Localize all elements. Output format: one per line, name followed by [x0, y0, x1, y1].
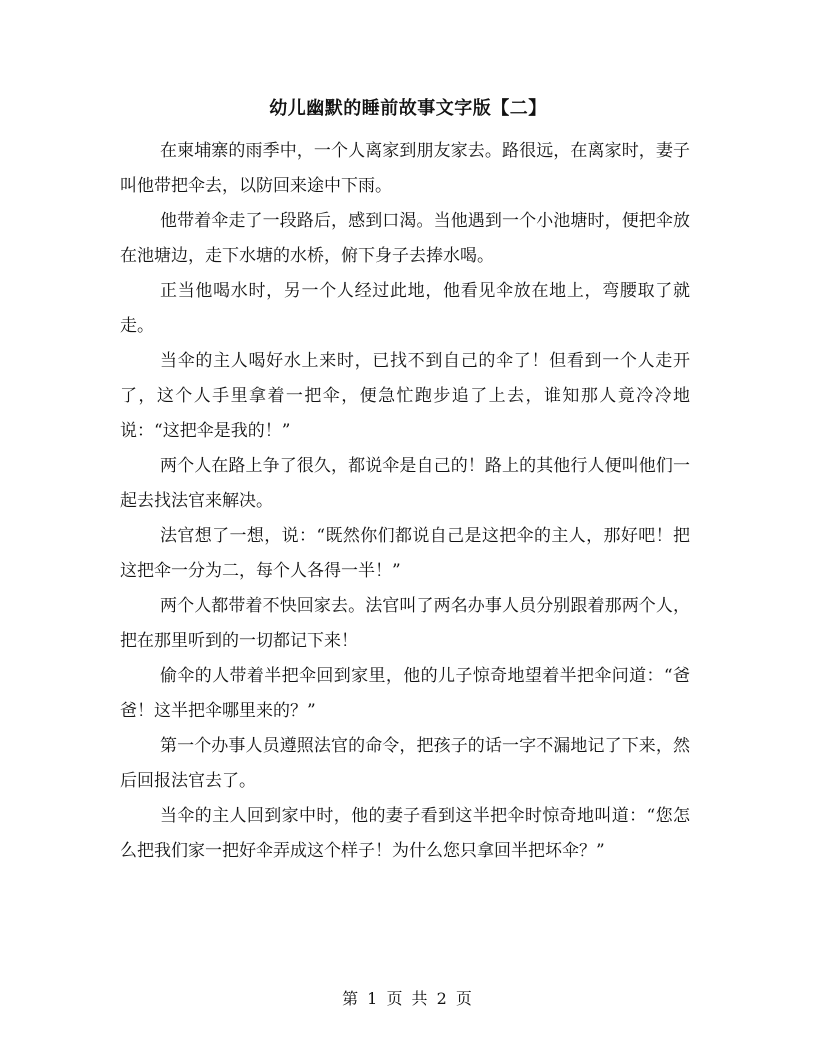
paragraph: 两个人都带着不快回家去。法官叫了两名办事人员分别跟着那两个人，把在那里听到的一切都记下来！ — [120, 596, 690, 651]
paragraph: 法官想了一想，说：“既然你们都说自己是这把伞的主人，那好吧！把这把伞一分为二，每个人各得一半！” — [120, 526, 690, 581]
document-title: 幼儿幽默的睡前故事文字版【二】 — [269, 98, 547, 119]
paragraph: 正当他喝水时，另一个人经过此地，他看见伞放在地上，弯腰取了就走。 — [120, 281, 690, 336]
footer-middle: 页 共 — [386, 989, 430, 1008]
paragraph: 他带着伞走了一段路后，感到口渴。当他遇到一个小池塘时，便把伞放在池塘边，走下水塘的水桥，俯下身子去捧水喝。 — [120, 211, 690, 266]
paragraph: 在柬埔寨的雨季中，一个人离家到朋友家去。路很远，在离家时，妻子叫他带把伞去，以防回来途中下雨。 — [120, 141, 690, 196]
footer-prefix: 第 — [342, 989, 361, 1008]
page-footer — [0, 986, 816, 1009]
document-body — [120, 134, 690, 869]
paragraph: 当伞的主人喝好水上来时，已找不到自己的伞了！但看到一个人走开了，这个人手里拿着一把伞，便急忙跑步追了上去，谁知那人竟冷冷地说：“这把伞是我的！” — [120, 351, 690, 441]
paragraph: 两个人在路上争了很久，都说伞是自己的！路上的其他行人便叫他们一起去找法官来解决。 — [120, 456, 690, 511]
total-page-count: 2 — [436, 989, 449, 1008]
paragraph: 偷伞的人带着半把伞回到家里，他的儿子惊奇地望着半把伞问道：“爸爸！这半把伞哪里来的？” — [120, 666, 690, 721]
paragraph: 当伞的主人回到家中时，他的妻子看到这半把伞时惊奇地叫道：“您怎么把我们家一把好伞弄成这个样子！为什么您只拿回半把坏伞？” — [120, 806, 690, 861]
footer-suffix: 页 — [455, 989, 474, 1008]
paragraph: 第一个办事人员遵照法官的命令，把孩子的话一字不漏地记了下来，然后回报法官去了。 — [120, 736, 690, 791]
current-page-number: 1 — [367, 989, 380, 1008]
